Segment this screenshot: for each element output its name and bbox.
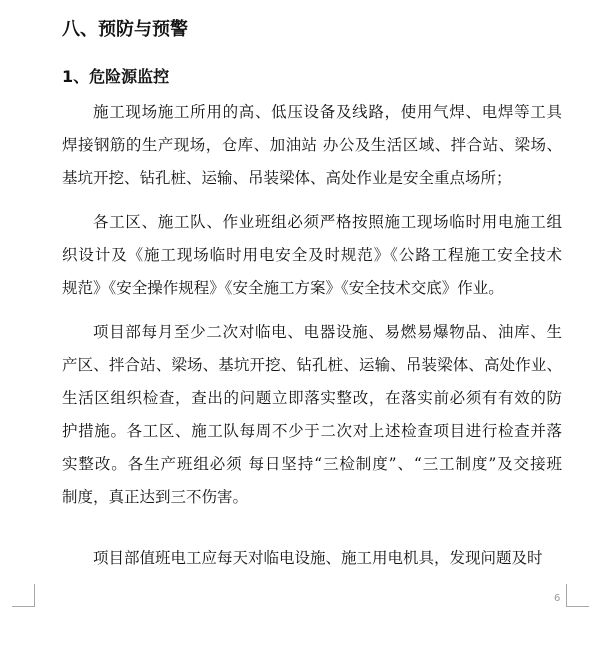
paragraph-2	[62, 206, 562, 305]
paragraph-line: 产区、拌合站、梁场、基坑开挖、钻孔桩、运输、吊装梁体、高处作业、	[62, 356, 562, 374]
paragraph-line: 织设计及《施工现场临时用电安全及时规范》《公路工程施工安全技术	[62, 246, 562, 264]
paragraph-line: 施工现场施工所用的高、低压设备及线路，使用气焊、电焊等工具	[93, 103, 562, 121]
paragraph-line: 项目部值班电工应每天对临电设施、施工用电机具，发现问题及时	[93, 549, 543, 567]
paragraph-line: 各工区、施工队、作业班组必须严格按照施工现场临时用电施工组	[93, 213, 562, 231]
page-margin-corner-left	[12, 584, 35, 607]
paragraph-1	[62, 96, 562, 195]
sub-heading: 1、危险源监控	[62, 67, 170, 86]
paragraph-line: 实整改。各生产班组必须 每日坚持“三检制度”、“三工制度”及交接班	[62, 455, 562, 473]
paragraph-line: 制度，真正达到三不伤害。	[62, 488, 249, 506]
paragraph-line: 焊接钢筋的生产现场，仓库、加油站 办公及生活区域、拌合站、梁场、	[62, 136, 562, 154]
page-number: 6	[554, 593, 561, 604]
paragraph-3	[62, 316, 562, 514]
paragraph-line: 基坑开挖、钻孔桩、运输、吊装梁体、高处作业是安全重点场所；	[62, 169, 512, 187]
paragraph-line: 规范》《安全操作规程》《安全施工方案》《安全技术交底》作业。	[62, 279, 504, 297]
paragraph-line: 护措施。各工区、施工队每周不少于二次对上述检查项目进行检查并落	[62, 422, 562, 440]
paragraph-line: 项目部每月至少二次对临电、电器设施、易燃易爆物品、油库、生	[93, 323, 562, 341]
paragraph-4	[62, 542, 562, 575]
paragraph-line: 生活区组织检查，查出的问题立即落实整改，在落实前必须有有效的防	[62, 389, 562, 407]
section-heading: 八、预防与预警	[62, 19, 188, 40]
page-margin-corner-right	[566, 584, 589, 607]
